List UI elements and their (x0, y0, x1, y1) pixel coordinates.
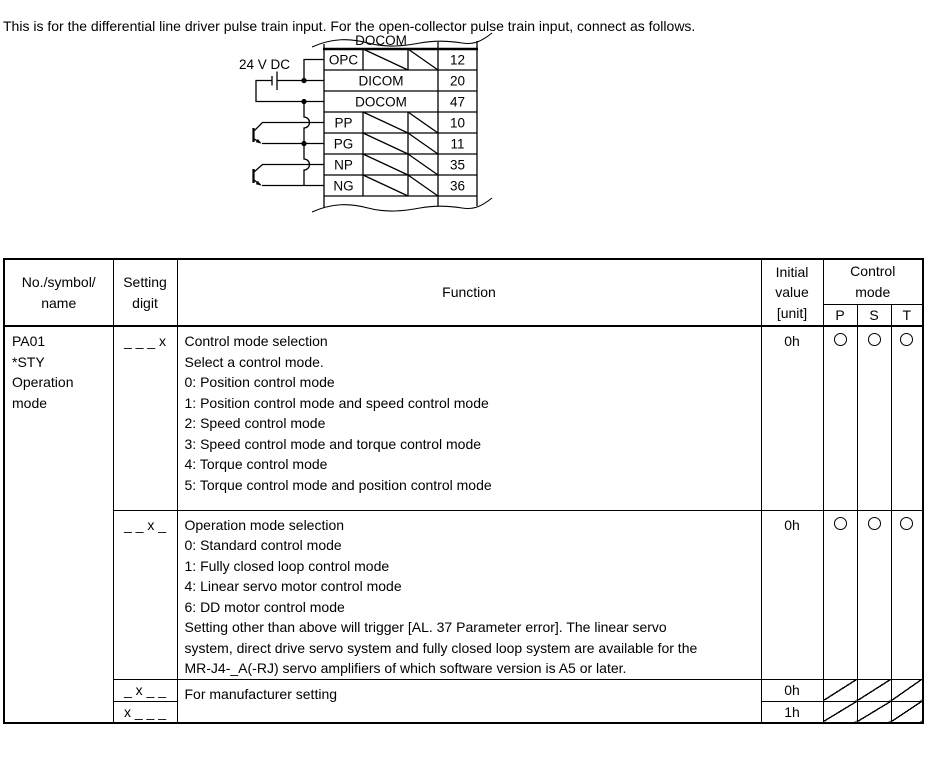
control-mode-circle (834, 517, 847, 530)
pin-number: 36 (449, 178, 466, 194)
control-mode-s-cell (857, 326, 891, 510)
function-cell: Operation mode selection 0: Standard control mode 1: Fully closed loop control mode 4: Linear servo motor control mode 6: DD motor control mode Setting other than above will trigger [AL. 37 Parameter error]. The linear servo system, direct drive servo system and fully closed loop system are available for the MR-J4-_A(-RJ) servo amplifiers of which software version is A5 or later. (177, 510, 761, 679)
control-mode-s-cell (857, 510, 891, 679)
wiring (254, 60, 325, 186)
setting-digit-cell: _ _ _ x (113, 326, 177, 510)
header-no-symbol: No./symbol/ name (4, 259, 113, 326)
control-mode-p-cell-hatched (823, 679, 857, 701)
junction-dot (301, 78, 306, 83)
param-cell: PA01 *STY Operation mode (4, 326, 113, 723)
control-mode-t-cell-hatched (891, 701, 923, 723)
control-mode-circle (868, 517, 881, 530)
pin-number: 35 (449, 157, 466, 173)
control-mode-circle (900, 333, 913, 346)
setting-digit-cell: x _ _ _ (113, 701, 177, 723)
terminal-label: OPC (328, 52, 359, 68)
battery-icon (272, 72, 277, 91)
power-label: 24 V DC (239, 57, 291, 72)
intro-text: This is for the differential line driver pulse train input. For the open-collector pulse train input, connect as follows. (3, 18, 696, 34)
control-mode-t-cell-hatched (891, 679, 923, 701)
junction-dot (301, 99, 306, 104)
connection-diagram (228, 28, 494, 220)
control-mode-circle (868, 333, 881, 346)
header-mode-t: T (891, 304, 923, 326)
control-mode-p-cell-hatched (823, 701, 857, 723)
torn-row-label: DOCOM (355, 33, 407, 48)
terminal-label: PG (333, 136, 354, 152)
control-mode-t-cell (891, 510, 923, 679)
function-cell: For manufacturer setting (177, 679, 761, 723)
initial-value-cell: 0h (761, 510, 823, 679)
transistor-icon (254, 165, 263, 186)
terminal-label: DOCOM (355, 94, 407, 110)
header-function: Function (177, 259, 761, 326)
pin-number: 20 (449, 73, 466, 89)
pin-number: 47 (449, 94, 466, 110)
terminal-label: DICOM (358, 73, 404, 89)
transistor-icon (254, 123, 263, 144)
control-mode-s-cell-hatched (857, 679, 891, 701)
control-mode-p-cell (823, 326, 857, 510)
pin-number: 12 (449, 52, 466, 68)
header-control-mode: Control mode (823, 259, 923, 304)
junction-dot (301, 141, 306, 146)
control-mode-circle (900, 517, 913, 530)
control-mode-s-cell-hatched (857, 701, 891, 723)
header-mode-s: S (857, 304, 891, 326)
initial-value-cell: 0h (761, 679, 823, 701)
pin-number: 11 (450, 136, 465, 152)
control-mode-t-cell (891, 326, 923, 510)
torn-edge-bottom (312, 198, 492, 212)
control-mode-circle (834, 333, 847, 346)
header-mode-p: P (823, 304, 857, 326)
control-mode-p-cell (823, 510, 857, 679)
pin-number: 10 (449, 115, 466, 131)
parameter-table (3, 258, 924, 724)
terminal-label: NG (333, 178, 354, 194)
hatch-marks (363, 49, 438, 196)
header-initial-value: Initial value [unit] (761, 259, 823, 326)
setting-digit-cell: _ x _ _ (113, 679, 177, 701)
initial-value-cell: 0h (761, 326, 823, 510)
initial-value-cell: 1h (761, 701, 823, 723)
terminal-label: NP (334, 157, 353, 173)
header-setting-digit: Setting digit (113, 259, 177, 326)
function-cell: Control mode selection Select a control mode. 0: Position control mode 1: Position control mode and speed control mode 2: Speed control mode 3: Speed control mode and torque control mode 4: Torque control mode 5: Torque control mode and position control mode (177, 326, 761, 510)
setting-digit-cell: _ _ x _ (113, 510, 177, 679)
terminal-label: PP (334, 115, 353, 131)
